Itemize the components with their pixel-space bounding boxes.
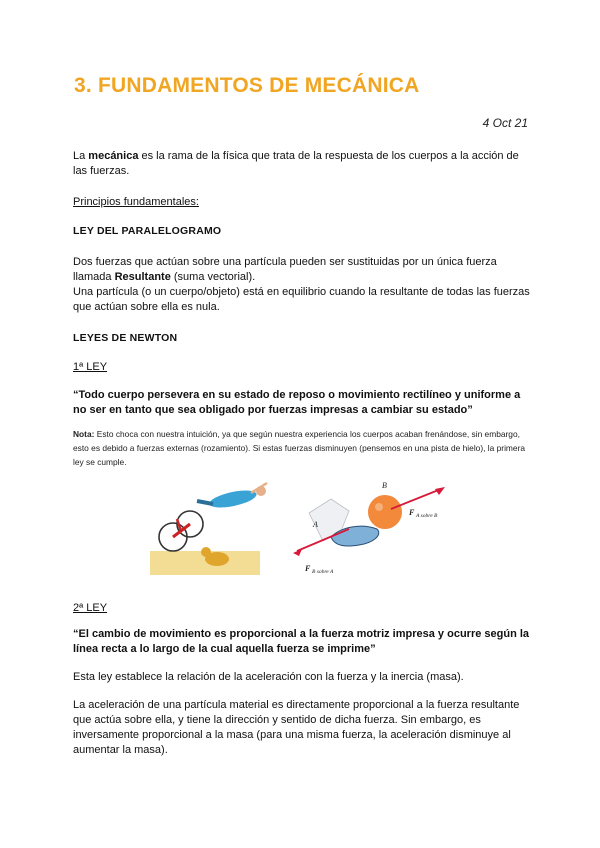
intro-post: es la rama de la física que trata de la respuesta de los cuerpos a la acción de las fuerzas. [73, 150, 519, 177]
parallelogram-p1-post: (suma vectorial). [170, 271, 256, 283]
parallelogram-paragraph-2: Una partícula (o un cuerpo/objeto) está en equilibrio cuando la resultante de todas las fuerzas que actúan sobre ella es nula. [73, 286, 530, 313]
parallelogram-heading: LEY DEL PARALELOGRAMO [73, 225, 222, 237]
label-a: A [313, 520, 318, 529]
law2-quote: “El cambio de movimiento es proporcional a la fuerza motriz impresa y ocurre según la línea recta a lo largo de la cual aquella fuerza se imprime” [73, 628, 530, 655]
parallelogram-p1-bold: Resultante [114, 271, 171, 283]
label-b: B [382, 481, 387, 490]
law1-note [73, 427, 531, 469]
law1-quote: “Todo cuerpo persevera en su estado de reposo o movimiento rectilíneo y uniforme a no ser en tanto que sea obligado por fuerzas impresas a cambiar su estado” [73, 389, 521, 416]
date-label: 4 Oct 21 [482, 116, 528, 130]
note-label: Nota: [73, 429, 95, 439]
dog-head [201, 547, 211, 557]
force-a-on-b-symbol: F [409, 508, 415, 517]
arrow-a-on-b-head [435, 487, 445, 495]
document-body [73, 149, 531, 758]
force-b-on-a-subscript: B sobre A [312, 569, 334, 575]
intro-paragraph [73, 149, 531, 179]
parallelogram-p1-pre: Dos fuerzas que actúan sobre una partícula pueden ser sustituidas por un única fuerza llamada [73, 256, 497, 283]
newton-heading: LEYES DE NEWTON [73, 332, 178, 344]
ball-highlight [375, 503, 383, 511]
law1-heading: 1ª LEY [73, 361, 108, 373]
law2-heading: 2ª LEY [73, 602, 108, 614]
force-b-on-a-symbol: F [305, 564, 311, 573]
page-title: 3. FUNDAMENTOS DE MECÁNICA [74, 74, 420, 97]
intro-pre: La [73, 150, 89, 162]
ball [368, 495, 402, 529]
law2-paragraph-1: Esta ley establece la relación de la aceleración con la fuerza y la inercia (masa). [73, 671, 464, 683]
principles-heading: Principios fundamentales: [73, 196, 199, 208]
kick-illustration [293, 481, 445, 575]
force-a-on-b-subscript: A sobre B [416, 513, 438, 519]
law2-paragraph-2: La aceleración de una partícula material es directamente proporcional a la fuerza resultante que actúa sobre ella, y tiene la dirección y sentido de dicha fuerza. Sin embargo, es inversamente proporcional a la masa (para una misma fuerza, la aceleración disminuye al aumentar la masa). [73, 699, 520, 756]
figure-svg [73, 479, 531, 579]
cyclist-illustration [150, 483, 267, 575]
parallelogram-paragraph-1 [73, 255, 531, 285]
arrow-a-on-b-line [391, 489, 441, 509]
intro-bold-term: mecánica [88, 150, 139, 162]
note-text: Esto choca con nuestra intuición, ya que según nuestra experiencia los cuerpos acaban frenándose, sin embargo, esto es debido a fuerzas externas (rozamiento). Si estas fuerzas disminuyen (pensemos en una pista de hielo), la primera ley se cumple. [73, 429, 526, 467]
rider-body [208, 487, 258, 511]
newton-figure [73, 479, 531, 579]
